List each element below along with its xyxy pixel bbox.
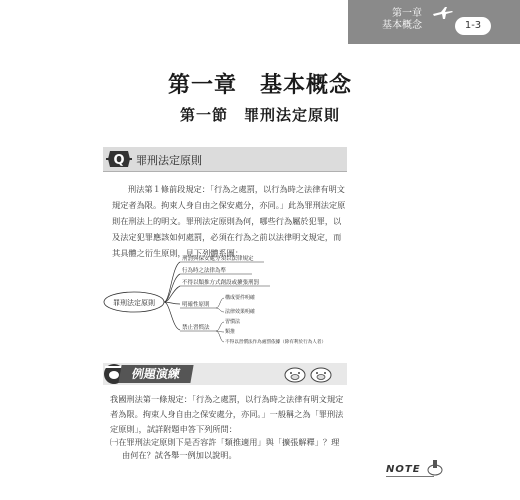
q-badge-letter: Q: [113, 153, 125, 168]
chapter-title: 第一章 基本概念: [167, 72, 352, 98]
example-question-1-line-2: 由何在？試各舉一例加以說明。: [122, 450, 237, 460]
mindmap-root-label: 罪刑法定原則: [113, 299, 155, 307]
mindmap-branch-5-leaf-3: 不得以習慣法作為處罰依據（除有利於行為人者）: [225, 340, 327, 345]
mindmap-branch-2-leaf: 行為時之法律為準: [182, 268, 227, 274]
q-badge-icon: [106, 147, 132, 171]
mindmap-branch-3-leaf: 不得以類推方式創設或擴張刑罰: [182, 280, 260, 286]
section-title: 第一節 罪刑法定原則: [179, 106, 340, 124]
example-label: 例題演練: [118, 365, 193, 383]
note-label: NOTE: [386, 464, 421, 475]
mindmap-branch-4-label: 明確性原則: [182, 302, 210, 308]
mindmap-diagram: [92, 252, 352, 352]
body-paragraph: 刑法第１條前段規定：「行為之處罰，以行為時之法律有明文規定者為限。拘束人身自由之保安處分，亦同。」此為罪刑法定原則在刑法上的明文。罪刑法定原則為何，哪些行為屬於犯罪，以及法定犯罪應該如何處罰，必須在行為之前以法律明文規定，而其具體之衍生原則，見下列體系圖：: [112, 184, 346, 258]
topic-title: 罪刑法定原則: [136, 154, 202, 167]
mindmap-branch-5-label: 禁止習慣法: [182, 325, 210, 331]
page-number: 1-3: [455, 17, 491, 35]
chapter-tab-title: 第一章: [392, 8, 422, 19]
mindmap-branch-1-leaf: 刑罰與保安處分須以法律規定: [182, 256, 254, 262]
example-paragraph: 我國刑法第一條規定：「行為之處罰，以行為時之法律有明文規定者為限。拘束人身自由之保安處分，亦同。」一般稱之為「罪刑法定原則」，試詳附題申答下列所問：: [110, 394, 344, 434]
topic-bar-underline: [103, 171, 347, 172]
mindmap-branch-4-leaf-1: 構成要件明確: [225, 295, 256, 301]
chapter-tab-text: [352, 8, 422, 32]
note-pencil-icon: [424, 458, 446, 478]
mindmap-branch-4-leaf-2: 法律效果明確: [225, 309, 256, 315]
mindmap-branch-5-leaf-1: 習慣法: [225, 319, 241, 325]
airplane-icon: [432, 6, 454, 20]
pig-face-icon-2: [310, 365, 332, 383]
chapter-tab-subtitle: 基本概念: [382, 20, 422, 31]
pig-face-icon: [284, 365, 306, 383]
mindmap-branch-5-leaf-2: 類推: [225, 329, 236, 335]
example-question-1-line-1: ㈠在罪刑法定原則下是否容許「類推適用」與「擴張解釋」？理: [110, 437, 340, 447]
